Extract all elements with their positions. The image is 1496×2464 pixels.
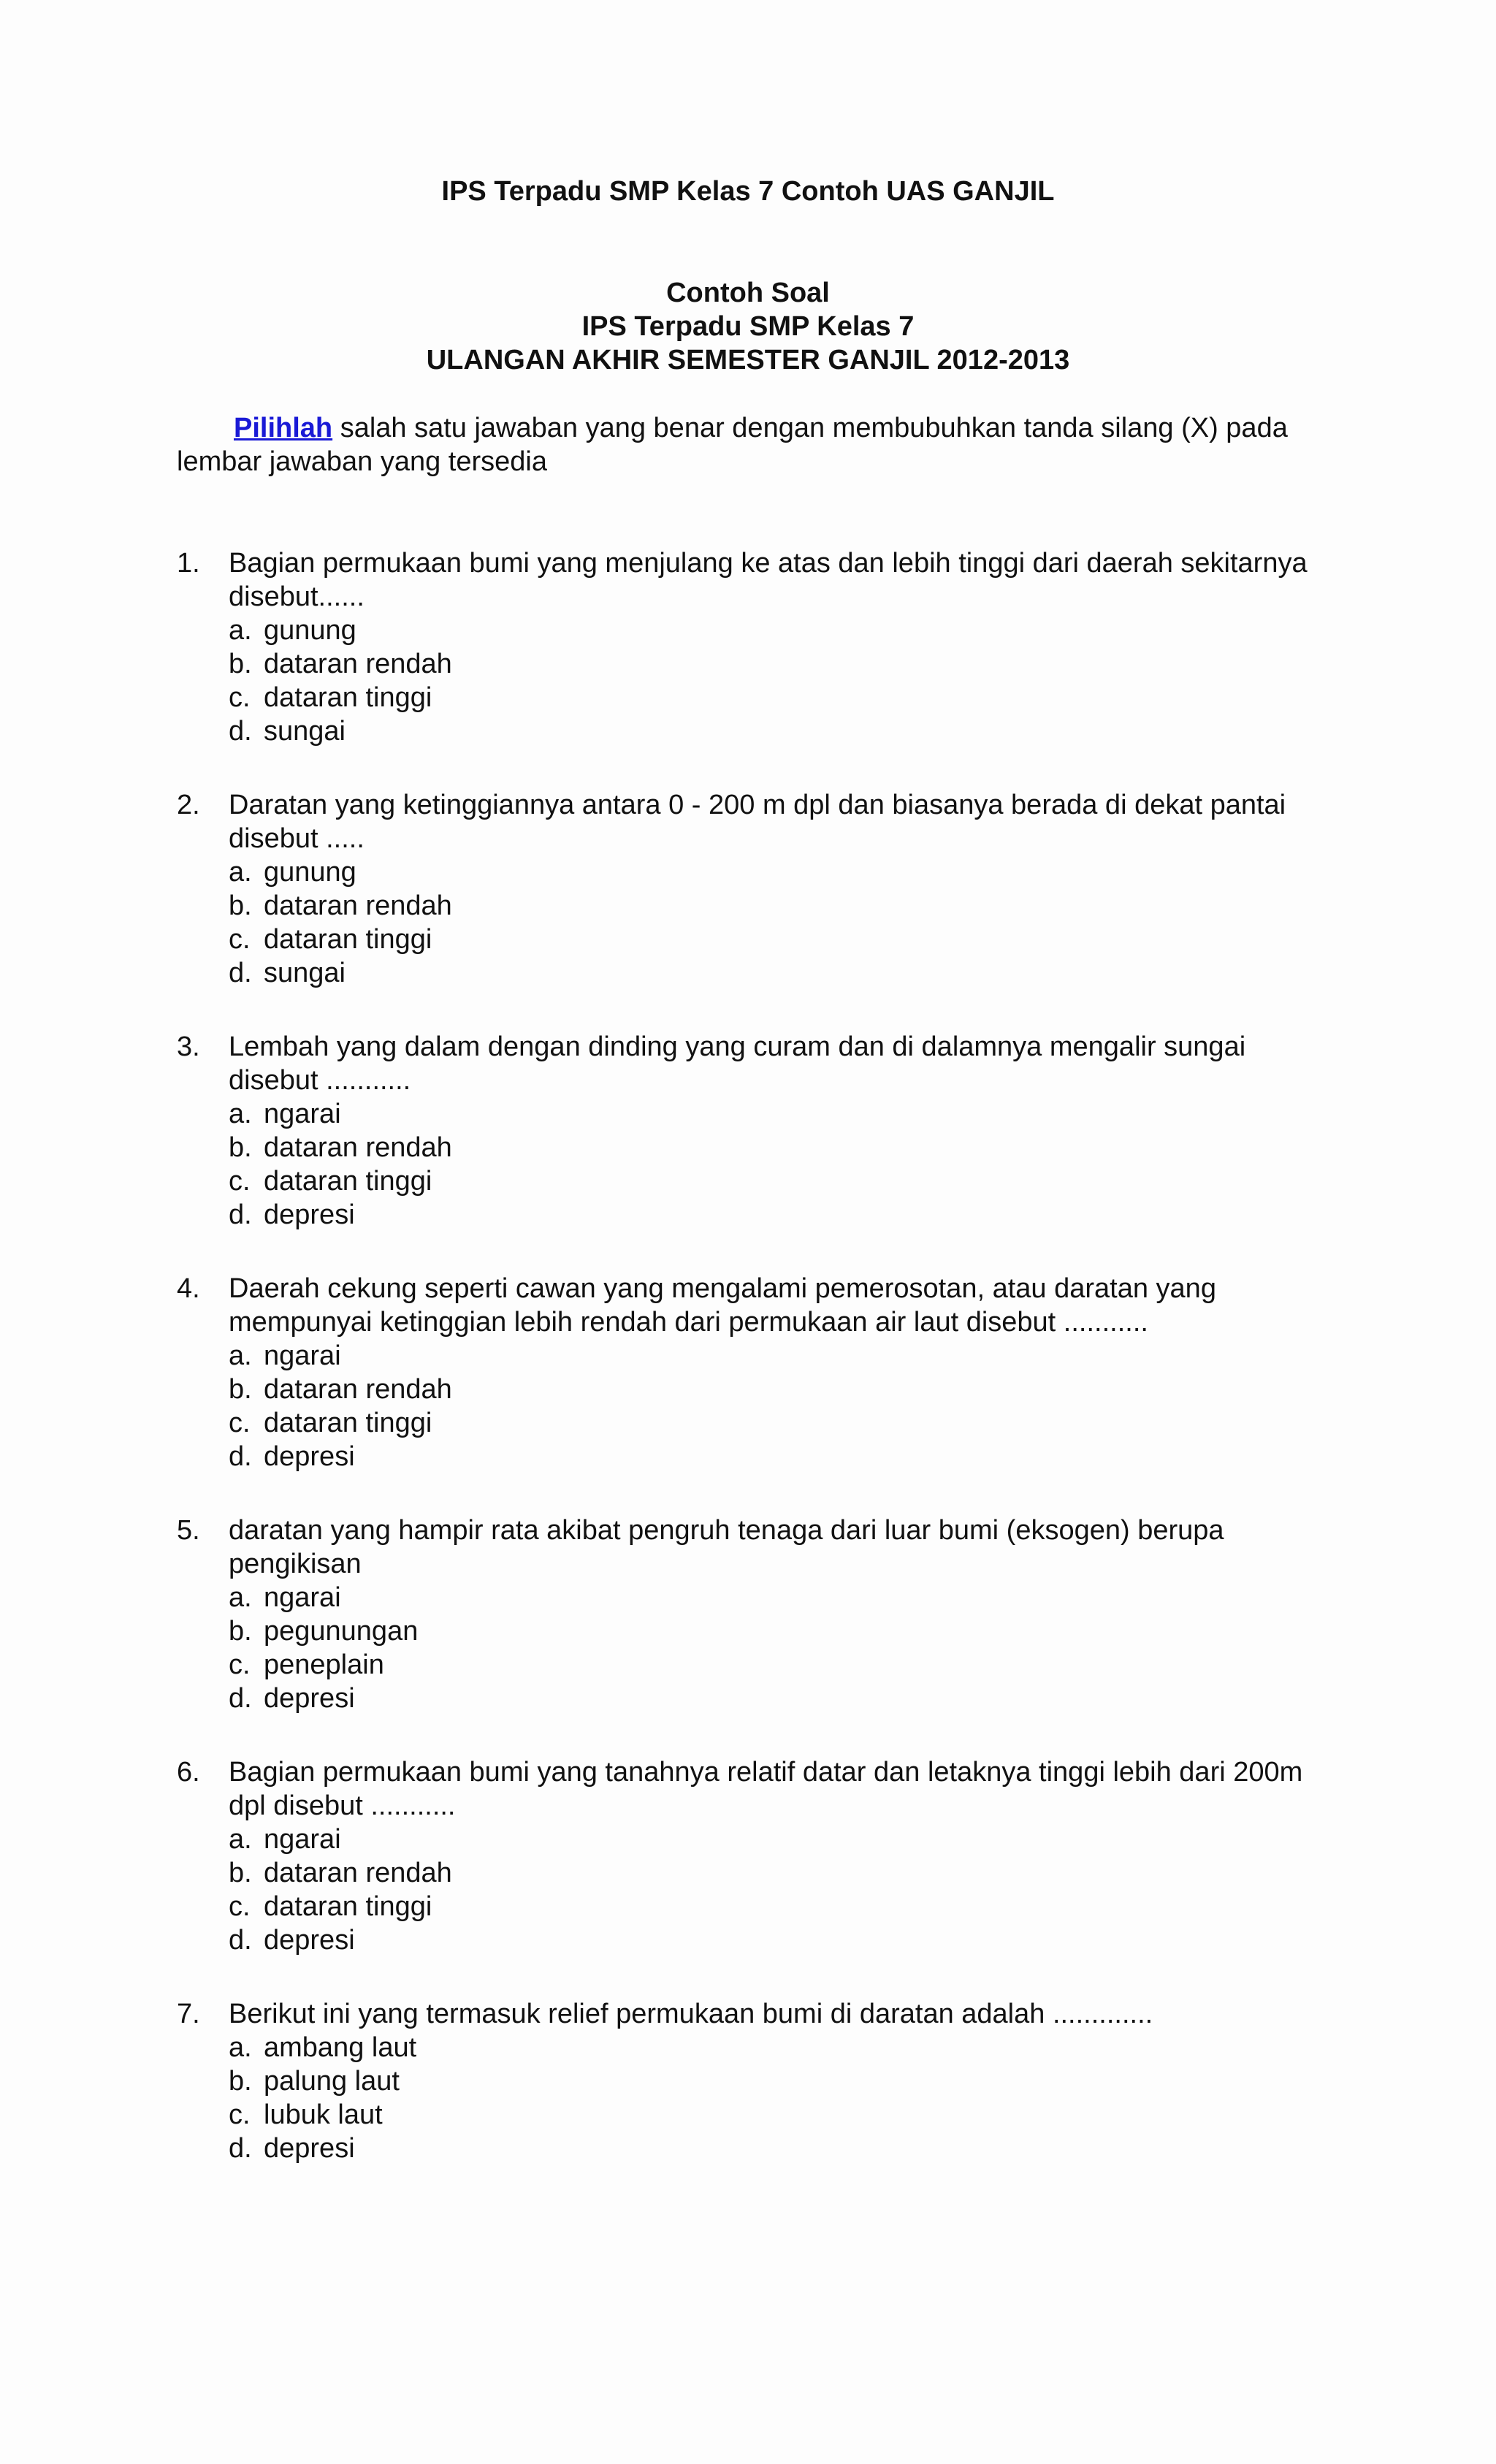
heading-line: IPS Terpadu SMP Kelas 7 <box>581 311 915 342</box>
option-letter: c. <box>229 1649 251 1680</box>
option-text: sungai <box>264 958 346 988</box>
option-letter: d. <box>229 1441 252 1472</box>
question-number: 7. <box>177 1999 200 2029</box>
option-text: palung laut <box>264 2066 400 2097</box>
option-letter: b. <box>229 1858 252 1888</box>
option-text: dataran rendah <box>264 890 452 921</box>
option-text: dataran rendah <box>264 1858 452 1888</box>
question-number: 3. <box>177 1031 200 1062</box>
answer-option <box>229 1097 1331 1131</box>
option-letter: a. <box>229 857 252 888</box>
option-letter: b. <box>229 1374 252 1405</box>
option-letter: b. <box>229 1132 252 1163</box>
answer-options <box>229 1581 1331 1715</box>
question-text: Daerah cekung seperti cawan yang mengalami pemerosotan, atau daratan yang mempunyai ketinggian lebih rendah dari permukaan air laut disebut ........... <box>229 1273 1216 1338</box>
answer-options <box>229 1823 1331 1957</box>
answer-options <box>229 2031 1331 2165</box>
option-text: gunung <box>264 615 356 646</box>
pilihlah-link[interactable]: Pilihlah <box>234 413 333 443</box>
question-item <box>177 1755 1331 1957</box>
answer-option <box>229 1164 1331 1198</box>
option-letter: d. <box>229 1683 252 1714</box>
option-letter: d. <box>229 716 252 747</box>
option-letter: c. <box>229 1891 251 1922</box>
answer-option <box>229 1406 1331 1440</box>
option-text: dataran tinggi <box>264 1166 432 1197</box>
question-text: Berikut ini yang termasuk relief permukaan bumi di daratan adalah ............. <box>229 1999 1153 2029</box>
option-text: ngarai <box>264 1582 341 1613</box>
option-text: lubuk laut <box>264 2099 383 2130</box>
option-text: dataran tinggi <box>264 682 432 713</box>
option-text: dataran rendah <box>264 1374 452 1405</box>
option-letter: a. <box>229 1099 252 1129</box>
answer-option <box>229 1856 1331 1890</box>
answer-option <box>229 1923 1331 1957</box>
option-text: sungai <box>264 716 346 747</box>
question-number: 1. <box>177 548 200 579</box>
answer-option <box>229 2031 1331 2064</box>
answer-options <box>229 1339 1331 1473</box>
option-letter: b. <box>229 2066 252 2097</box>
heading-line: Contoh Soal <box>666 278 830 308</box>
question-list <box>177 546 1331 2165</box>
instruction-paragraph <box>177 411 1316 478</box>
answer-options <box>229 1097 1331 1232</box>
option-letter: a. <box>229 1582 252 1613</box>
question-number: 5. <box>177 1515 200 1546</box>
option-text: ngarai <box>264 1340 341 1371</box>
question-item <box>177 1030 1331 1232</box>
option-text: peneplain <box>264 1649 384 1680</box>
answer-options <box>229 614 1331 748</box>
question-text: daratan yang hampir rata akibat pengruh tenaga dari luar bumi (eksogen) berupa pengikisan <box>229 1515 1224 1579</box>
answer-option <box>229 2098 1331 2132</box>
option-letter: d. <box>229 2133 252 2164</box>
option-text: depresi <box>264 1199 355 1230</box>
option-text: ngarai <box>264 1099 341 1129</box>
option-letter: c. <box>229 1408 251 1438</box>
option-text: depresi <box>264 1925 355 1956</box>
question-number: 6. <box>177 1757 200 1788</box>
question-text: Daratan yang ketinggiannya antara 0 - 200 m dpl dan biasanya berada di dekat pantai disebut ..... <box>229 790 1286 854</box>
instruction-text: salah satu jawaban yang benar dengan membubuhkan tanda silang (X) pada lembar jawaban yang tersedia <box>177 413 1288 477</box>
option-letter: a. <box>229 615 252 646</box>
option-letter: d. <box>229 1925 252 1956</box>
question-number: 2. <box>177 790 200 820</box>
option-text: ngarai <box>264 1824 341 1855</box>
answer-option <box>229 1198 1331 1232</box>
option-letter: c. <box>229 2099 251 2130</box>
option-letter: d. <box>229 1199 252 1230</box>
option-letter: a. <box>229 2032 252 2063</box>
question-number: 4. <box>177 1273 200 1304</box>
option-text: dataran rendah <box>264 1132 452 1163</box>
answer-option <box>229 2132 1331 2165</box>
question-item <box>177 1514 1331 1715</box>
answer-option <box>229 1823 1331 1856</box>
option-text: depresi <box>264 1441 355 1472</box>
answer-option <box>229 956 1331 990</box>
option-text: depresi <box>264 2133 355 2164</box>
answer-option <box>229 1682 1331 1715</box>
option-text: pegunungan <box>264 1616 419 1647</box>
answer-option <box>229 714 1331 748</box>
option-text: dataran tinggi <box>264 1408 432 1438</box>
option-text: dataran tinggi <box>264 1891 432 1922</box>
answer-option <box>229 1890 1331 1923</box>
option-letter: c. <box>229 924 251 955</box>
option-letter: c. <box>229 682 251 713</box>
question-item <box>177 788 1331 990</box>
answer-option <box>229 614 1331 647</box>
answer-option <box>229 1614 1331 1648</box>
option-text: ambang laut <box>264 2032 417 2063</box>
option-text: dataran rendah <box>264 649 452 679</box>
option-text: dataran tinggi <box>264 924 432 955</box>
answer-option <box>229 1131 1331 1164</box>
answer-option <box>229 923 1331 956</box>
question-text: Bagian permukaan bumi yang tanahnya relatif datar dan letaknya tinggi lebih dari 200m dpl disebut ........... <box>229 1757 1303 1821</box>
option-letter: a. <box>229 1340 252 1371</box>
answer-option <box>229 1373 1331 1406</box>
answer-option <box>229 681 1331 714</box>
exam-heading <box>0 276 1496 377</box>
heading-line: ULANGAN AKHIR SEMESTER GANJIL 2012-2013 <box>426 345 1070 375</box>
option-letter: d. <box>229 958 252 988</box>
question-item <box>177 1272 1331 1473</box>
answer-option <box>229 647 1331 681</box>
question-item <box>177 1997 1331 2165</box>
answer-option <box>229 1648 1331 1682</box>
question-text: Lembah yang dalam dengan dinding yang curam dan di dalamnya mengalir sungai disebut ........... <box>229 1031 1246 1096</box>
answer-option <box>229 1440 1331 1473</box>
option-letter: a. <box>229 1824 252 1855</box>
question-item <box>177 546 1331 748</box>
answer-option <box>229 2064 1331 2098</box>
answer-options <box>229 855 1331 990</box>
option-text: depresi <box>264 1683 355 1714</box>
question-text: Bagian permukaan bumi yang menjulang ke atas dan lebih tinggi dari daerah sekitarnya disebut...... <box>229 548 1308 612</box>
option-letter: b. <box>229 890 252 921</box>
answer-option <box>229 1581 1331 1614</box>
option-text: gunung <box>264 857 356 888</box>
answer-option <box>229 889 1331 923</box>
option-letter: b. <box>229 649 252 679</box>
option-letter: b. <box>229 1616 252 1647</box>
answer-option <box>229 1339 1331 1373</box>
option-letter: c. <box>229 1166 251 1197</box>
document-title: IPS Terpadu SMP Kelas 7 Contoh UAS GANJIL <box>441 176 1055 207</box>
answer-option <box>229 855 1331 889</box>
